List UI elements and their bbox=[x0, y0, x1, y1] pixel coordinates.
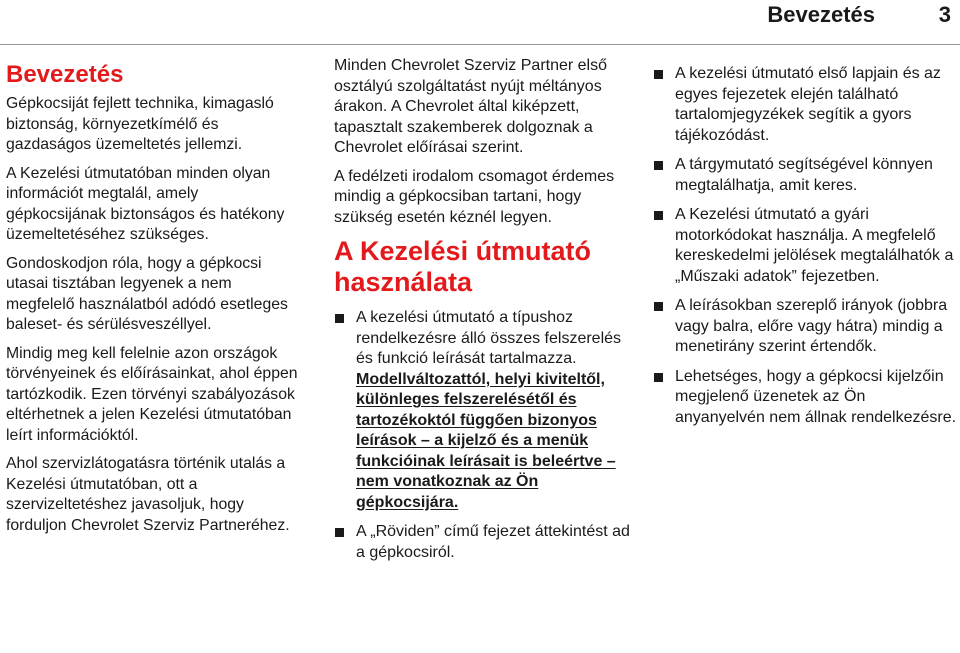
header-divider bbox=[0, 44, 960, 45]
page-header bbox=[0, 0, 960, 46]
square-bullet-icon bbox=[654, 302, 663, 311]
paragraph: A Kezelési útmutatóban minden olyan információt megtalál, amely gépkocsijának biztonságos és hatékony üzemeltetéséhez szükséges. bbox=[6, 164, 285, 243]
list-item-text: A Kezelési útmutató a gyári motorkódokat használja. A megfelelő kereskedelmi jelölések megtalálhatók a „Műszaki adatok” fejezetben. bbox=[675, 206, 954, 285]
paragraph: A fedélzeti irodalom csomagot érdemes mindig a gépkocsiban tartani, hogy szükség esetén kéznél legyen. bbox=[334, 167, 615, 226]
paragraph: Gépkocsiját fejlett technika, kimagasló biztonság, környezetkímélő és gazdaságos üzemeltetés jellemzi. bbox=[6, 95, 274, 153]
section-heading-kezelesi-utmutato: A Kezelési útmutató használata bbox=[334, 236, 592, 297]
paragraph: Gondoskodjon róla, hogy a gépkocsi utasai tisztában legyenek a nem megfelelő használatból adódó esetleges baleset- és sérülésveszéllyel. bbox=[6, 254, 288, 333]
bullet-list bbox=[334, 308, 634, 563]
running-header-title: Bevezetés bbox=[767, 2, 875, 27]
list-item-text: A leírásokban szereplő irányok (jobbra vagy balra, előre vagy hátra) mindig a menetirány szerint értendők. bbox=[675, 297, 948, 355]
paragraph: Minden Chevrolet Szerviz Partner első osztályú szolgáltatást nyújt méltányos árakon. A Chevrolet által kiképzett, tapasztalt szakemberek dolgoznak a Chevrolet előírásai szerint. bbox=[334, 57, 608, 156]
list-item bbox=[334, 522, 634, 563]
paragraph: Ahol szervizlátogatásra történik utalás a Kezelési útmutatóban, ott a szervizeltetéshez javasoljuk, hogy forduljon Chevrolet Szerviz Partneréhez. bbox=[6, 455, 290, 534]
list-item bbox=[653, 296, 958, 358]
section-heading-bevezetes: Bevezetés bbox=[6, 61, 124, 88]
square-bullet-icon bbox=[654, 211, 663, 220]
column-left bbox=[6, 56, 301, 544]
list-item bbox=[653, 155, 958, 196]
list-item-text: A „Röviden” című fejezet áttekintést ad a gépkocsiról. bbox=[356, 523, 630, 561]
column-middle bbox=[334, 56, 634, 572]
list-item bbox=[653, 64, 958, 146]
list-item bbox=[334, 308, 634, 513]
list-item-text: A kezelési útmutató a típushoz rendelkezésre álló összes felszerelés és funkció leírását tartalmazza. bbox=[356, 309, 622, 367]
list-item bbox=[653, 205, 958, 287]
list-item-text: A tárgymutató segítségével könnyen megtalálhatja, amit keres. bbox=[675, 156, 933, 194]
page-number: 3 bbox=[938, 2, 951, 27]
square-bullet-icon bbox=[654, 373, 663, 382]
square-bullet-icon bbox=[335, 528, 344, 537]
square-bullet-icon bbox=[654, 161, 663, 170]
list-item-text: Lehetséges, hogy a gépkocsi kijelzőin megjelenő üzenetek az Ön anyanyelvén nem állnak rendelkezésre. bbox=[675, 367, 957, 426]
square-bullet-icon bbox=[654, 70, 663, 79]
list-item-text: A kezelési útmutató első lapjain és az egyes fejezetek elején található tartalomjegyzékek segítik a gyors tájékozódást. bbox=[675, 65, 941, 144]
paragraph: Mindig meg kell felelnie azon országok törvényeinek és előírásainkat, ahol éppen tartózkodik. Ezen törvényi szabályozások eltérhetnek a jelen Kezelési útmutatóban leírt információktól. bbox=[6, 344, 298, 444]
list-item bbox=[653, 367, 958, 429]
list-item-emphasis: Modellváltozattól, helyi kiviteltől, különleges felszerelésétől és tartozékoktól függően bizonyos leírások – a kijelző és a menük funkcióinak leírásait is beleértve – nem vonatkoznak az Ön gépkocsijára. bbox=[356, 370, 616, 511]
square-bullet-icon bbox=[335, 314, 344, 323]
bullet-list bbox=[653, 64, 958, 428]
column-right bbox=[653, 56, 958, 437]
